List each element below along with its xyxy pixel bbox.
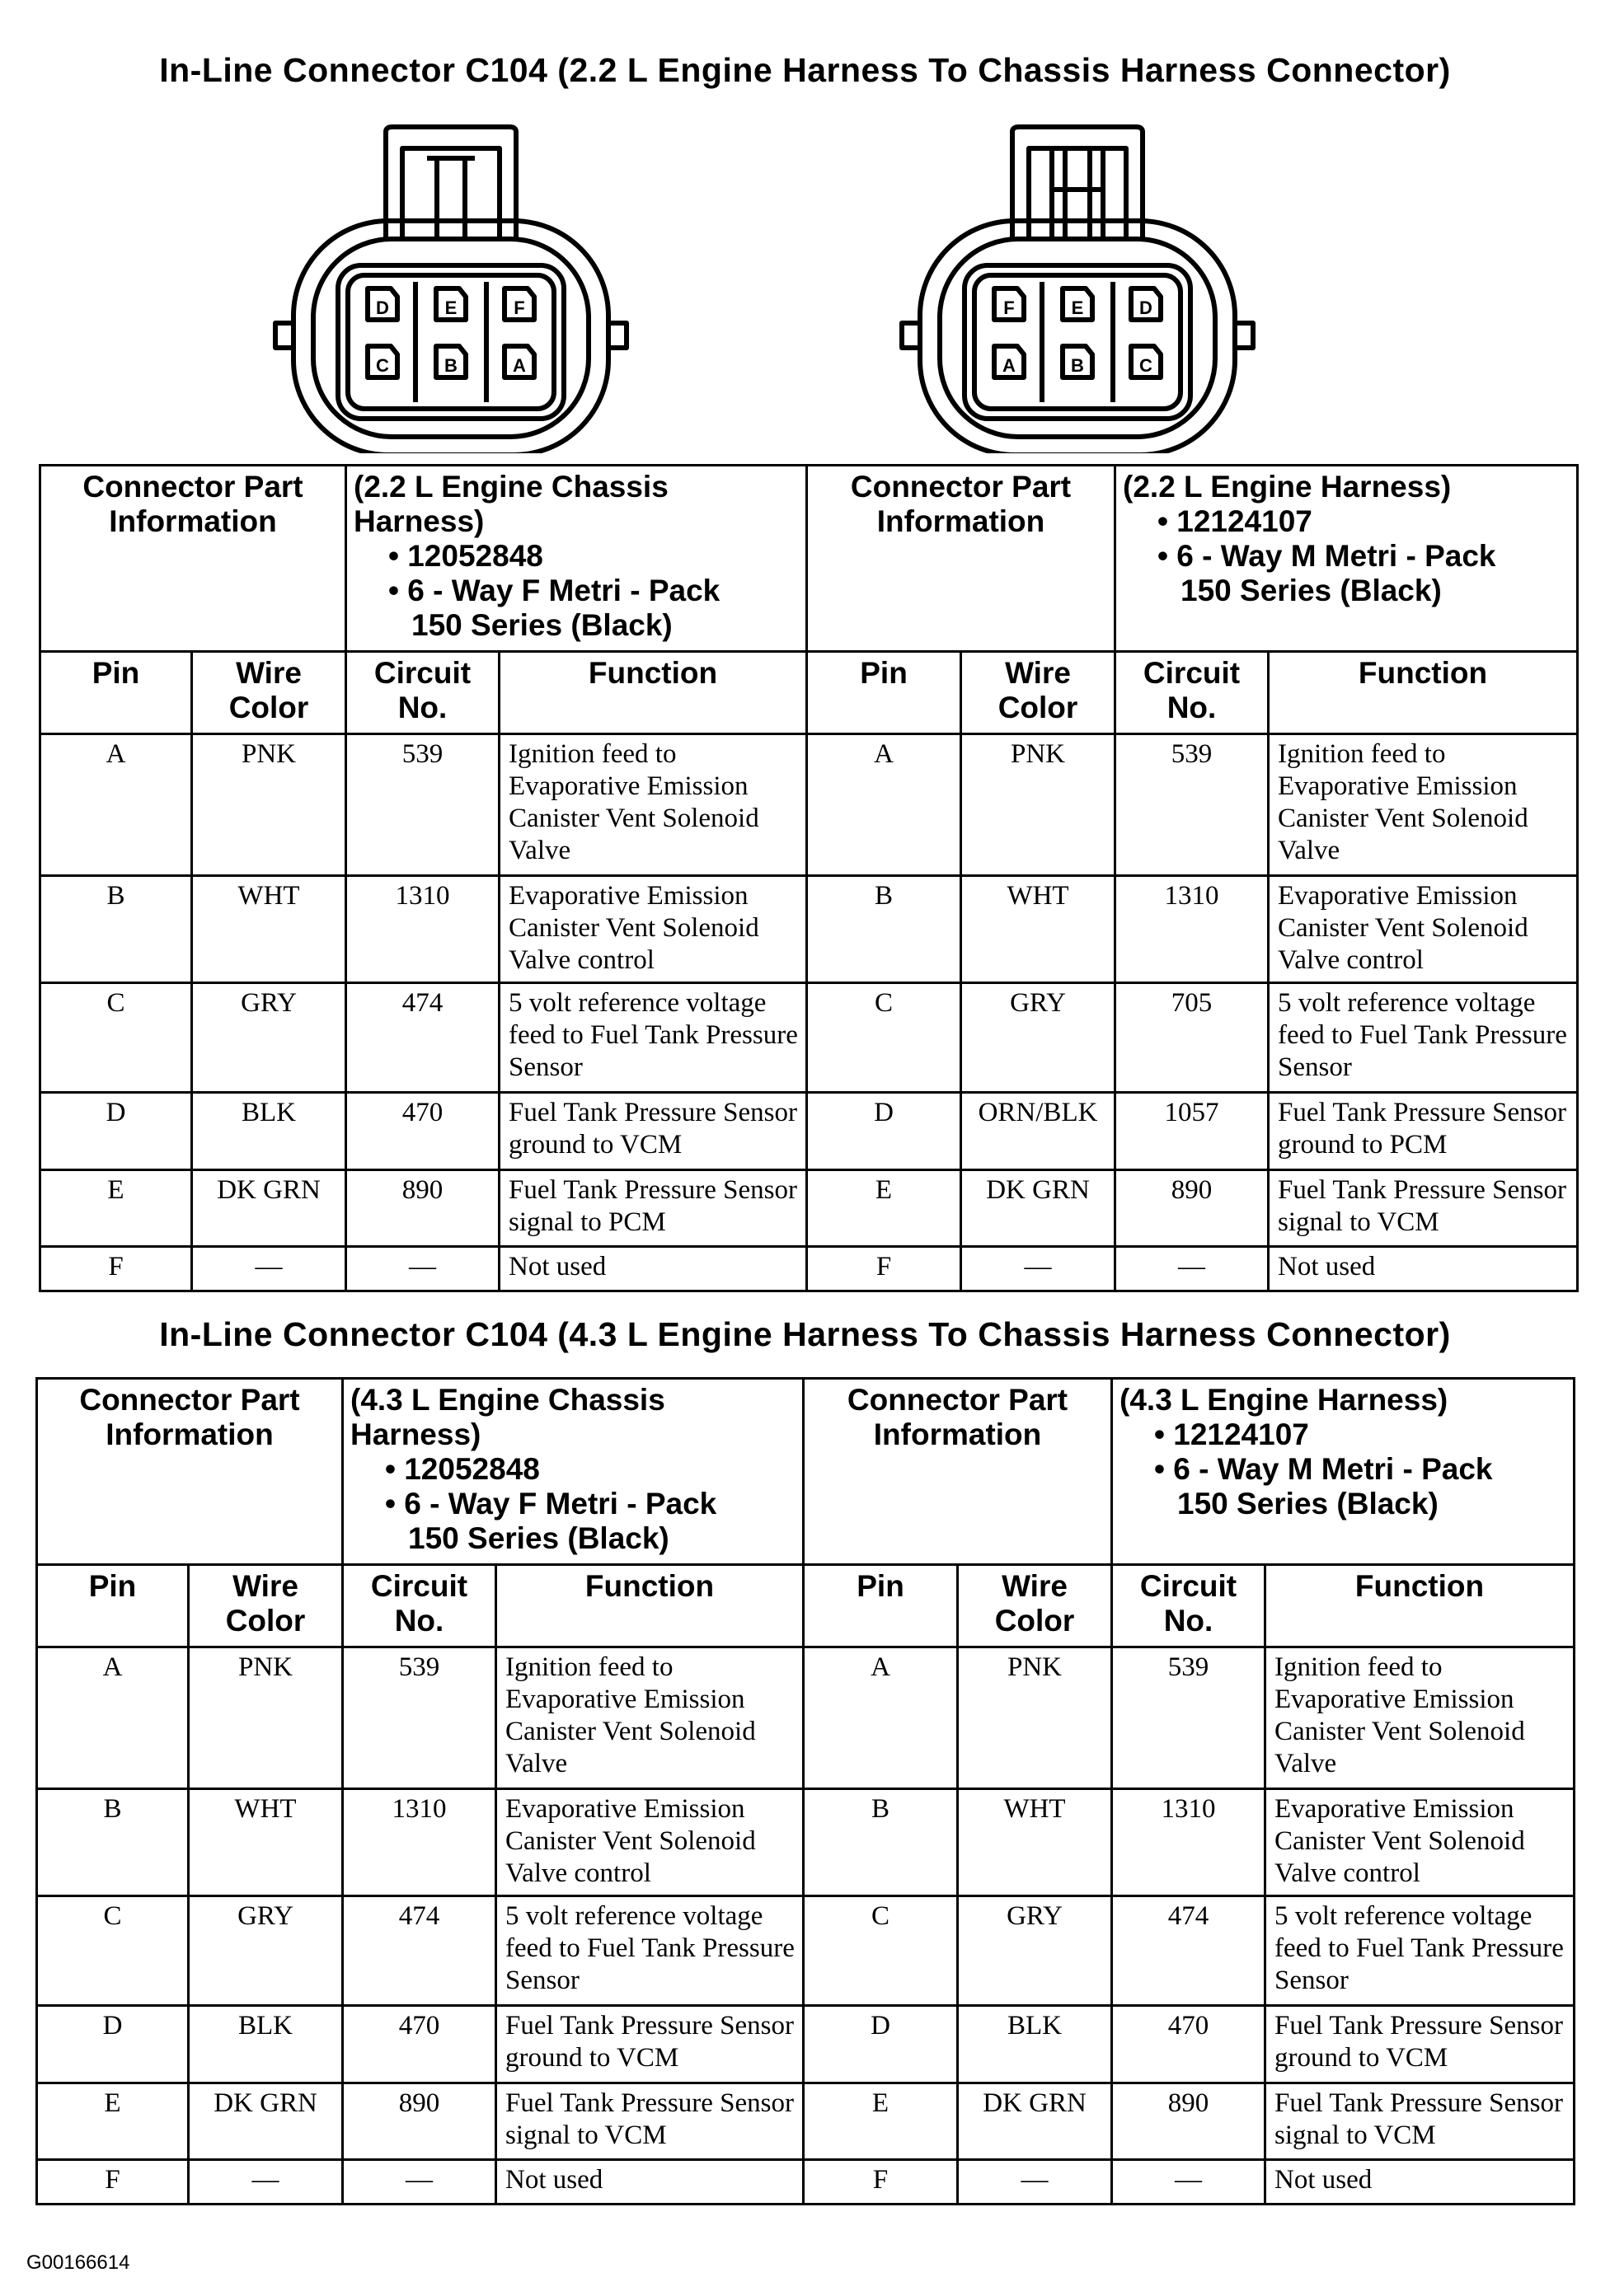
function-cell: Ignition feed to Evaporative Emission Canister Vent Solenoid Valve xyxy=(1269,734,1578,876)
section2-title: In-Line Connector C104 (4.3 L Engine Harness To Chassis Harness Connector) xyxy=(159,1315,1451,1353)
circuit-cell: 470 xyxy=(343,2006,496,2083)
circuit-cell: 1310 xyxy=(343,1789,496,1896)
function-cell: 5 volt reference voltage feed to Fuel Tank Pressure Sensor xyxy=(500,983,807,1093)
function-cell: Not used xyxy=(496,2160,804,2205)
pin-cell: E xyxy=(40,1170,192,1247)
wire-color-cell: — xyxy=(961,1247,1115,1291)
col-header-circuit: Circuit No. xyxy=(343,1565,496,1647)
function-cell: Ignition feed to Evaporative Emission Canister Vent Solenoid Valve xyxy=(500,734,807,876)
spec-title: (2.2 L Engine Chassis Harness) xyxy=(354,470,669,538)
spec-title: (4.3 L Engine Chassis Harness) xyxy=(350,1383,665,1451)
connector-spec-right xyxy=(1112,1379,1575,1565)
circuit-cell: 705 xyxy=(1115,983,1269,1093)
connector-spec-right xyxy=(1115,466,1578,652)
table-row xyxy=(40,876,1578,983)
pin-cell: B xyxy=(804,1789,958,1896)
spec-description: • 6 - Way M Metri - Pack xyxy=(1154,1452,1493,1486)
figure-id: G00166614 xyxy=(26,2251,130,2274)
circuit-cell: 539 xyxy=(1115,734,1269,876)
right-connector-pin-label: B xyxy=(1071,355,1084,376)
connector-table-4-3l xyxy=(35,1377,1575,2205)
circuit-cell: 890 xyxy=(343,2083,496,2160)
function-cell: Fuel Tank Pressure Sensor signal to VCM xyxy=(496,2083,804,2160)
left-connector-pin-label: A xyxy=(513,355,526,376)
table-row xyxy=(37,1789,1575,1896)
function-cell: Fuel Tank Pressure Sensor signal to VCM xyxy=(1269,1170,1578,1247)
function-cell: Fuel Tank Pressure Sensor ground to VCM xyxy=(500,1093,807,1170)
spec-title: (4.3 L Engine Harness) xyxy=(1119,1383,1448,1417)
wire-color-cell: WHT xyxy=(958,1789,1112,1896)
wire-color-cell: GRY xyxy=(189,1896,343,2006)
function-cell: Fuel Tank Pressure Sensor ground to PCM xyxy=(1269,1093,1578,1170)
pin-cell: E xyxy=(37,2083,189,2160)
wire-color-cell: BLK xyxy=(189,2006,343,2083)
function-cell: Not used xyxy=(500,1247,807,1291)
wire-color-cell: WHT xyxy=(189,1789,343,1896)
table-row xyxy=(37,1647,1575,1789)
spec-part-number: • 12052848 xyxy=(388,539,543,573)
circuit-cell: 470 xyxy=(346,1093,500,1170)
function-cell: 5 volt reference voltage feed to Fuel Tank Pressure Sensor xyxy=(1269,983,1578,1093)
table-row xyxy=(37,2083,1575,2160)
col-header-circuit: Circuit No. xyxy=(346,652,500,734)
circuit-cell: 1310 xyxy=(346,876,500,983)
circuit-cell: — xyxy=(346,1247,500,1291)
circuit-cell: 890 xyxy=(346,1170,500,1247)
wire-color-cell: GRY xyxy=(961,983,1115,1093)
function-cell: Evaporative Emission Canister Vent Solenoid Valve control xyxy=(1265,1789,1575,1896)
col-header-function: Function xyxy=(500,652,807,734)
left-connector-pin-label: F xyxy=(514,298,525,318)
wire-color-cell: WHT xyxy=(192,876,346,983)
wire-color-cell: BLK xyxy=(958,2006,1112,2083)
function-cell: Fuel Tank Pressure Sensor ground to VCM xyxy=(496,2006,804,2083)
col-header-function: Function xyxy=(1269,652,1578,734)
male-connector-face-icon xyxy=(889,124,1367,453)
function-cell: Fuel Tank Pressure Sensor signal to PCM xyxy=(500,1170,807,1247)
connector-part-info-label: Connector Part Information xyxy=(807,466,1115,652)
pin-cell: F xyxy=(40,1247,192,1291)
wire-color-cell: WHT xyxy=(961,876,1115,983)
spec-description: • 6 - Way F Metri - Pack xyxy=(385,1487,717,1521)
right-connector-pin-label: A xyxy=(1002,355,1016,376)
wire-color-cell: DK GRN xyxy=(192,1170,346,1247)
connector-spec-left xyxy=(343,1379,804,1565)
spec-description: • 6 - Way F Metri - Pack xyxy=(388,574,721,607)
circuit-cell: — xyxy=(1115,1247,1269,1291)
section1-title: In-Line Connector C104 (2.2 L Engine Harness To Chassis Harness Connector) xyxy=(159,51,1451,89)
left-connector-pin-label: D xyxy=(376,298,389,318)
pin-cell: C xyxy=(807,983,961,1093)
circuit-cell: 474 xyxy=(346,983,500,1093)
table-row xyxy=(37,1896,1575,2006)
function-cell: 5 volt reference voltage feed to Fuel Tank Pressure Sensor xyxy=(496,1896,804,2006)
function-cell: Fuel Tank Pressure Sensor ground to VCM xyxy=(1265,2006,1575,2083)
circuit-cell: 890 xyxy=(1112,2083,1265,2160)
pin-cell: B xyxy=(807,876,961,983)
col-header-function: Function xyxy=(496,1565,804,1647)
wire-color-cell: PNK xyxy=(958,1647,1112,1789)
col-header-circuit: Circuit No. xyxy=(1112,1565,1265,1647)
table-row xyxy=(40,1247,1578,1291)
spec-series: 150 Series (Black) xyxy=(1181,574,1442,607)
col-header-pin: Pin xyxy=(807,652,961,734)
pin-cell: D xyxy=(37,2006,189,2083)
right-connector-pin-label: F xyxy=(1003,298,1015,318)
circuit-cell: — xyxy=(1112,2160,1265,2205)
col-header-pin: Pin xyxy=(804,1565,958,1647)
pin-cell: F xyxy=(807,1247,961,1291)
function-cell: Evaporative Emission Canister Vent Solenoid Valve control xyxy=(496,1789,804,1896)
col-header-pin: Pin xyxy=(37,1565,189,1647)
pin-cell: C xyxy=(37,1896,189,2006)
pin-cell: D xyxy=(804,2006,958,2083)
pin-cell: E xyxy=(807,1170,961,1247)
left-connector-pin-label: E xyxy=(444,298,458,318)
pin-cell: F xyxy=(804,2160,958,2205)
pin-cell: A xyxy=(37,1647,189,1789)
pin-cell: A xyxy=(804,1647,958,1789)
pin-cell: A xyxy=(40,734,192,876)
connector-part-info-label: Connector Part Information xyxy=(804,1379,1112,1565)
circuit-cell: 539 xyxy=(343,1647,496,1789)
circuit-cell: 539 xyxy=(1112,1647,1265,1789)
function-cell: Not used xyxy=(1269,1247,1578,1291)
col-header-wire-color: Wire Color xyxy=(192,652,346,734)
function-cell: Not used xyxy=(1265,2160,1575,2205)
table-row xyxy=(40,734,1578,876)
pin-cell: F xyxy=(37,2160,189,2205)
pin-cell: D xyxy=(40,1093,192,1170)
spec-description: • 6 - Way M Metri - Pack xyxy=(1157,539,1496,573)
table-row xyxy=(40,983,1578,1093)
female-connector-face-icon xyxy=(262,124,740,453)
pin-cell: A xyxy=(807,734,961,876)
col-header-pin: Pin xyxy=(40,652,192,734)
left-connector-pin-label: B xyxy=(444,355,458,376)
circuit-cell: 539 xyxy=(346,734,500,876)
spec-series: 150 Series (Black) xyxy=(411,608,673,642)
function-cell: Evaporative Emission Canister Vent Solenoid Valve control xyxy=(1269,876,1578,983)
spec-part-number: • 12052848 xyxy=(385,1452,540,1486)
pin-cell: B xyxy=(37,1789,189,1896)
col-header-circuit: Circuit No. xyxy=(1115,652,1269,734)
circuit-cell: 890 xyxy=(1115,1170,1269,1247)
pin-cell: C xyxy=(804,1896,958,2006)
wire-color-cell: — xyxy=(958,2160,1112,2205)
function-cell: Ignition feed to Evaporative Emission Canister Vent Solenoid Valve xyxy=(1265,1647,1575,1789)
col-header-wire-color: Wire Color xyxy=(958,1565,1112,1647)
function-cell: Evaporative Emission Canister Vent Solenoid Valve control xyxy=(500,876,807,983)
function-cell: Fuel Tank Pressure Sensor signal to VCM xyxy=(1265,2083,1575,2160)
spec-title: (2.2 L Engine Harness) xyxy=(1123,470,1452,504)
wire-color-cell: — xyxy=(192,1247,346,1291)
wire-color-cell: — xyxy=(189,2160,343,2205)
left-connector-pin-label: C xyxy=(376,355,389,376)
pin-cell: D xyxy=(807,1093,961,1170)
col-header-wire-color: Wire Color xyxy=(189,1565,343,1647)
wire-color-cell: DK GRN xyxy=(189,2083,343,2160)
right-connector-pin-label: D xyxy=(1139,298,1152,318)
wire-color-cell: DK GRN xyxy=(958,2083,1112,2160)
table-row xyxy=(37,2160,1575,2205)
wire-color-cell: PNK xyxy=(192,734,346,876)
connector-part-info-label: Connector Part Information xyxy=(40,466,346,652)
col-header-function: Function xyxy=(1265,1565,1575,1647)
circuit-cell: 474 xyxy=(1112,1896,1265,2006)
connector-spec-left xyxy=(346,466,807,652)
wire-color-cell: ORN/BLK xyxy=(961,1093,1115,1170)
table-row xyxy=(40,1093,1578,1170)
wire-color-cell: PNK xyxy=(189,1647,343,1789)
function-cell: 5 volt reference voltage feed to Fuel Tank Pressure Sensor xyxy=(1265,1896,1575,2006)
table-row xyxy=(40,1170,1578,1247)
spec-series: 150 Series (Black) xyxy=(1177,1487,1439,1521)
circuit-cell: 470 xyxy=(1112,2006,1265,2083)
pin-cell: B xyxy=(40,876,192,983)
wire-color-cell: GRY xyxy=(958,1896,1112,2006)
spec-series: 150 Series (Black) xyxy=(408,1521,669,1555)
circuit-cell: — xyxy=(343,2160,496,2205)
wire-color-cell: PNK xyxy=(961,734,1115,876)
circuit-cell: 474 xyxy=(343,1896,496,2006)
col-header-wire-color: Wire Color xyxy=(961,652,1115,734)
spec-part-number: • 12124107 xyxy=(1154,1417,1309,1451)
circuit-cell: 1310 xyxy=(1112,1789,1265,1896)
wire-color-cell: DK GRN xyxy=(961,1170,1115,1247)
wire-color-cell: BLK xyxy=(192,1093,346,1170)
right-connector-pin-label: E xyxy=(1071,298,1084,318)
spec-part-number: • 12124107 xyxy=(1157,504,1312,538)
circuit-cell: 1057 xyxy=(1115,1093,1269,1170)
right-connector-pin-label: C xyxy=(1139,355,1152,376)
pin-cell: E xyxy=(804,2083,958,2160)
connector-table-2-2l xyxy=(39,464,1579,1292)
circuit-cell: 1310 xyxy=(1115,876,1269,983)
table-row xyxy=(37,2006,1575,2083)
connector-part-info-label: Connector Part Information xyxy=(37,1379,343,1565)
wire-color-cell: GRY xyxy=(192,983,346,1093)
pin-cell: C xyxy=(40,983,192,1093)
function-cell: Ignition feed to Evaporative Emission Canister Vent Solenoid Valve xyxy=(496,1647,804,1789)
